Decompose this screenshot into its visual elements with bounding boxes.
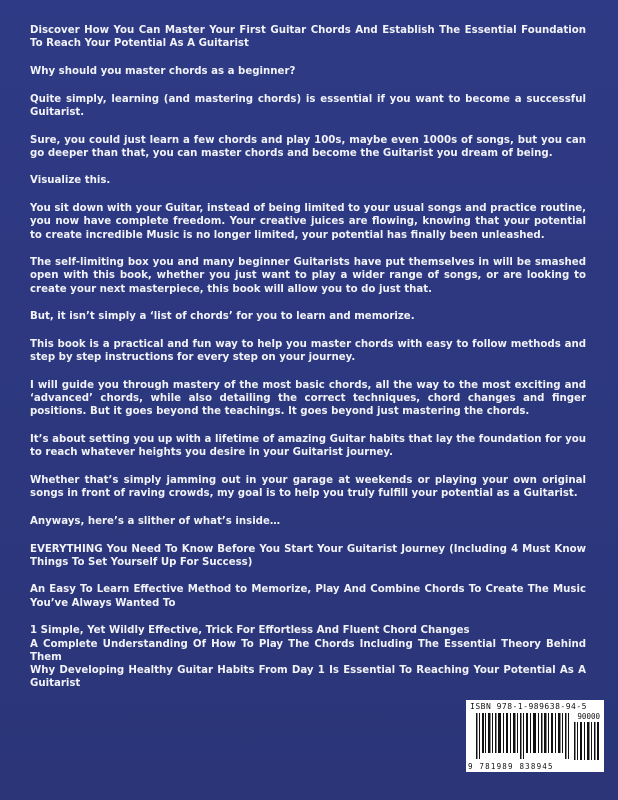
price-code: 90000 — [577, 712, 600, 721]
paragraph: But, it isn’t simply a ‘list of chords’ for you to learn and memorize. — [30, 311, 415, 323]
paragraph: I will guide you through mastery of the most basic chords, all the way to the most exciting and ‘advanced’ chords, while also detailing the correct techniques, chord changes and finger positions. But it goes beyond the teachings. It goes beyond just mastering the chords. — [30, 379, 586, 418]
feature-item: An Easy To Learn Effective Method to Memorize, Play And Combine Chords To Create The Music You’ve Always Wanted To — [30, 584, 586, 609]
headline: Discover How You Can Master Your First Guitar Chords And Establish The Essential Foundation To Reach Your Potential As A Guitarist — [30, 25, 586, 50]
isbn-label: ISBN 978-1-989638-94-5 — [470, 702, 587, 711]
paragraph: Visualize this. — [30, 175, 111, 187]
paragraph: Sure, you could just learn a few chords and play 100s, maybe even 1000s of songs, but you can go deeper than that, you can master chords and become the Guitarist you dream of being. — [30, 134, 586, 159]
paragraph: Anyways, here’s a slither of what’s inside… — [30, 515, 281, 527]
price-barcode-bars-icon — [574, 722, 600, 760]
paragraph: Quite simply, learning (and mastering chords) is essential if you want to become a successful Guitarist. — [30, 93, 586, 118]
paragraph: Why should you master chords as a beginner? — [30, 65, 296, 77]
paragraph: The self-limiting box you and many beginner Guitarists have put themselves in will be smashed open with this book, whether you just want to play a wider range of songs, or are looking to create your next masterpiece, this book will allow you to do just that. — [30, 257, 586, 295]
feature-item: A Complete Understanding Of How To Play The Chords Including The Essential Theory Behind Them — [30, 638, 586, 663]
paragraph: It’s about setting you up with a lifetime of amazing Guitar habits that lay the foundation for you to reach whatever heights you desire in your Guitarist journey. — [30, 434, 586, 459]
barcode-digits: 9 781989 838945 — [468, 762, 554, 771]
barcode-bars-icon — [476, 713, 570, 759]
paragraph: This book is a practical and fun way to help you master chords with easy to follow methods and step by step instructions for every step on your journey. — [30, 339, 586, 364]
paragraph: Whether that’s simply jamming out in your garage at weekends or playing your own original songs in front of raving crowds, my goal is to help you truly fulfill your potential as a Guitarist. — [30, 474, 586, 500]
feature-item: EVERYTHING You Need To Know Before You Start Your Guitarist Journey (Including 4 Must Know Things To Set Yourself Up For Success) — [30, 543, 586, 568]
blurb-text — [30, 24, 586, 690]
isbn-barcode — [466, 700, 604, 772]
feature-item: Why Developing Healthy Guitar Habits From Day 1 Is Essential To Reaching Your Potential As A Guitarist — [30, 665, 586, 690]
paragraph: You sit down with your Guitar, instead of being limited to your usual songs and practice routine, you now have complete freedom. Your creative juices are flowing, knowing that your potential to create incredible Music is no longer limited, your potential has finally been unleashed. — [30, 203, 586, 241]
feature-item: 1 Simple, Yet Wildly Effective, Trick For Effortless And Fluent Chord Changes — [30, 625, 470, 637]
